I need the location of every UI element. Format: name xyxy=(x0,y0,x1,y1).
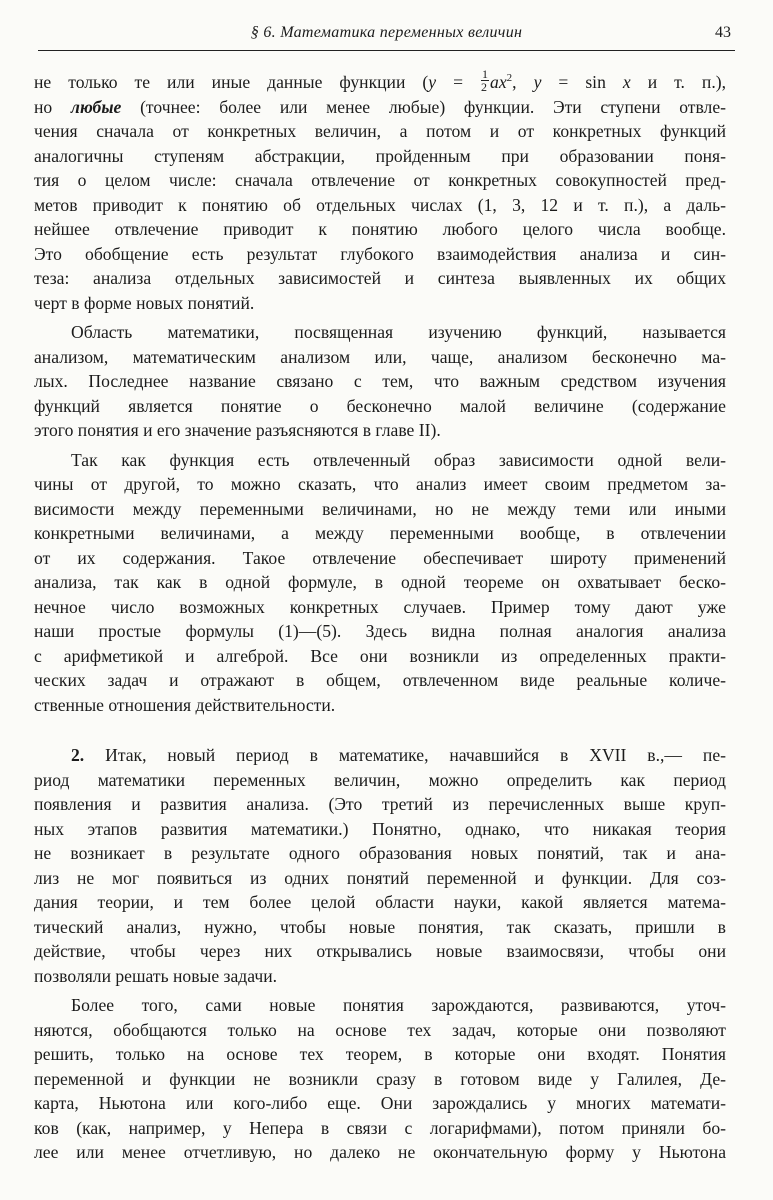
text-line: с арифметикой и алгеброй. Все они возникли из определенных практи- xyxy=(34,645,726,666)
text-line: карта, Ньютона или кого-либо еще. Они зарождались у многих математи- xyxy=(34,1093,726,1113)
var-y: y xyxy=(533,72,542,92)
section-number: 2. xyxy=(71,745,85,765)
text-line: но любые (точнее: более или менее любые) функции. Эти ступени отвле- xyxy=(34,96,726,117)
var-ax: ax xyxy=(490,72,507,92)
text-line: ных этапов развития математики.) Понятно, однако, что никакая теория xyxy=(34,818,726,839)
text-line: от их содержания. Такое отвлечение обеспечивает широту применений xyxy=(34,547,726,568)
fraction-one-half xyxy=(481,68,489,93)
text-line: Так как функция есть отвлеченный образ зависимости одной вели- xyxy=(71,449,726,470)
text-line: тия о целом числе: сначала отвлечение от конкретных совокупностей пред- xyxy=(34,170,726,190)
page-body xyxy=(34,67,727,1165)
text-line: позволяли решать новые задачи. xyxy=(34,965,278,986)
paragraph-3 xyxy=(34,448,726,718)
text-line: тический анализ, нужно, чтобы новые понятия, так сказать, пришли в xyxy=(34,916,726,937)
paragraph-5 xyxy=(34,993,726,1165)
text-line: ков (как, например, у Непера в связи с логарифмами), потом приняли бо- xyxy=(34,1117,726,1138)
text-line: Более того, сами новые понятия зарождаются, развиваются, уточ- xyxy=(71,995,726,1015)
paragraph-1 xyxy=(34,67,727,315)
text-line: Область математики, посвященная изучению функций, называется xyxy=(71,322,726,342)
text-line: анализом, математическим анализом или, чаще, анализом бесконечно ма- xyxy=(34,346,726,367)
text-line: лиз не мог появиться из одних понятий переменной и функции. Для соз- xyxy=(34,867,726,888)
text-line: действие, чтобы через них открывались новые взаимосвязи, чтобы они xyxy=(34,941,726,961)
fraction-numerator: 1 xyxy=(482,67,489,82)
running-header xyxy=(38,20,735,52)
header-title: § 6. Математика переменных величин xyxy=(250,24,523,41)
text-line: ческих задач и отражают в общем, отвлеченном виде реальные количе- xyxy=(34,670,726,690)
text-line: няются, обобщаются только на основе тех задач, которые они позволяют xyxy=(34,1019,726,1040)
text-line: риод математики переменных величин, можно определить как период xyxy=(34,769,726,790)
fraction-denominator: 2 xyxy=(481,80,488,95)
text-line: наши простые формулы (1)—(5). Здесь видна полная аналогия анализа xyxy=(34,621,726,641)
page-number: 43 xyxy=(715,24,731,41)
text-line: нечное число возможных конкретных случаев. Пример тому дают уже xyxy=(34,596,726,617)
text-line: Это обобщение есть результат глубокого взаимодействия анализа и син- xyxy=(34,243,726,264)
text-line: решить, только на основе тех теорем, в которые они входят. Понятия xyxy=(34,1044,726,1064)
text-line: переменной и функции не возникли сразу в готовом виде у Галилея, Де- xyxy=(34,1068,726,1089)
text-line: черт в форме новых понятий. xyxy=(34,292,255,313)
text-line: этого понятия и его значение разъясняются в главе II). xyxy=(34,420,441,440)
exponent: 2 xyxy=(506,72,513,85)
text-line: лых. Последнее название связано с тем, что важным средством изучения xyxy=(34,371,726,391)
text-line: не возникает в результате одного образования новых понятий, так и ана- xyxy=(34,843,726,863)
text-line: конкретными величинами, а между переменными вообще, в отвлечении xyxy=(34,523,726,543)
text-line: чения сначала от конкретных величин, а потом и от конкретных функций xyxy=(34,121,726,141)
emphasized-word: любые xyxy=(70,96,122,117)
text-line: теза: анализа отдельных зависимостей и синтеза выявленных их общих xyxy=(34,268,726,288)
text-line: висимости между переменными величинами, но не между теми или иными xyxy=(34,498,726,519)
var-x: x xyxy=(622,72,631,92)
equals: = xyxy=(436,72,481,92)
section-2-first-line: 2. Итак, новый период в математике, начавшийся в XVII в.,— пе- xyxy=(71,745,726,765)
formula-line xyxy=(34,67,727,95)
paragraph-4 xyxy=(34,743,726,988)
text-line: лее или менее отчетливую, но далеко не окончательную форму у Ньютона xyxy=(34,1142,726,1162)
sin-text: = sin xyxy=(541,72,623,92)
text-line: метов приводит к понятию об отдельных числах (1, 3, 12 и т. п.), а даль- xyxy=(34,194,726,215)
paragraph-2 xyxy=(34,320,726,443)
text-line: чины от другой, то можно сказать, что анализ имеет своим предметом за- xyxy=(34,474,726,494)
text-line: функций является понятие о бесконечно малой величине (содержание xyxy=(34,395,726,416)
text-line: ственные отношения действительности. xyxy=(34,694,336,715)
formula-suffix: и т. п.), xyxy=(630,72,727,92)
text-line: появления и развития анализа. (Это третий из перечисленных выше круп- xyxy=(34,794,726,814)
formula-prefix: не только те или иные данные функции ( xyxy=(34,72,429,92)
text-line: дания теории, и тем более целой области науки, какой является матема- xyxy=(34,892,726,912)
text-line: аналогичны ступеням абстракции, пройденным при образовании поня- xyxy=(34,145,726,166)
var-y: y xyxy=(428,72,437,92)
text-line: анализа, так как в одной формуле, в одной теореме он охватывает беско- xyxy=(34,572,726,592)
text-line: нейшее отвлечение приводит к понятию любого целого числа вообще. xyxy=(34,219,726,239)
comma: , xyxy=(512,72,534,92)
header-rule xyxy=(38,50,735,51)
